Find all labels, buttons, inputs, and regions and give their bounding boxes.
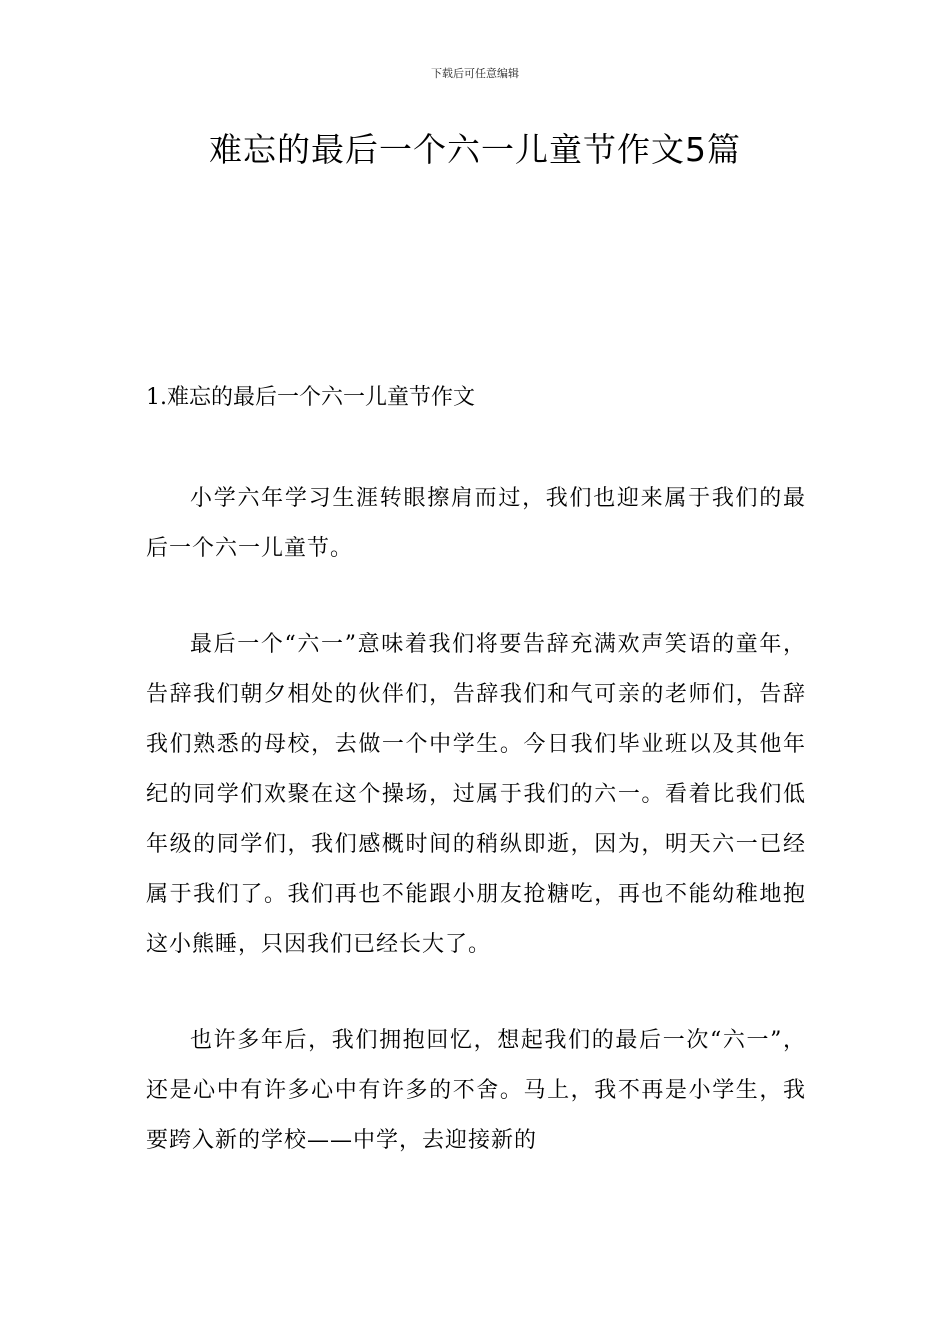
paragraph-2: 最后一个“六一”意味着我们将要告辞充满欢声笑语的童年，告辞我们朝夕相处的伙伴们，告辞我们和气可亲的老师们，告辞我们熟悉的母校，去做一个中学生。今日我们毕业班以及其他年纪的同学们欢聚在这个操场，过属于我们的六一。看着比我们低年级的同学们，我们感概时间的稍纵即逝，因为，明天六一已经属于我们了。我们再也不能跟小朋友抢糖吃，再也不能幼稚地抱这小熊睡，只因我们已经长大了。: [146, 632, 806, 957]
section-heading: 1.难忘的最后一个六一儿童节作文: [146, 385, 475, 410]
document-title: 难忘的最后一个六一儿童节作文5篇: [209, 130, 741, 169]
paragraph-1: 小学六年学习生涯转眼擦肩而过，我们也迎来属于我们的最后一个六一儿童节。: [146, 486, 806, 561]
paragraph-3: 也许多年后，我们拥抱回忆，想起我们的最后一次“六一”，还是心中有许多心中有许多的不舍。马上，我不再是小学生，我要跨入新的学校——中学，去迎接新的: [146, 1028, 806, 1153]
document-body: [146, 474, 806, 1212]
header-note: 下载后可任意编辑: [431, 67, 519, 80]
